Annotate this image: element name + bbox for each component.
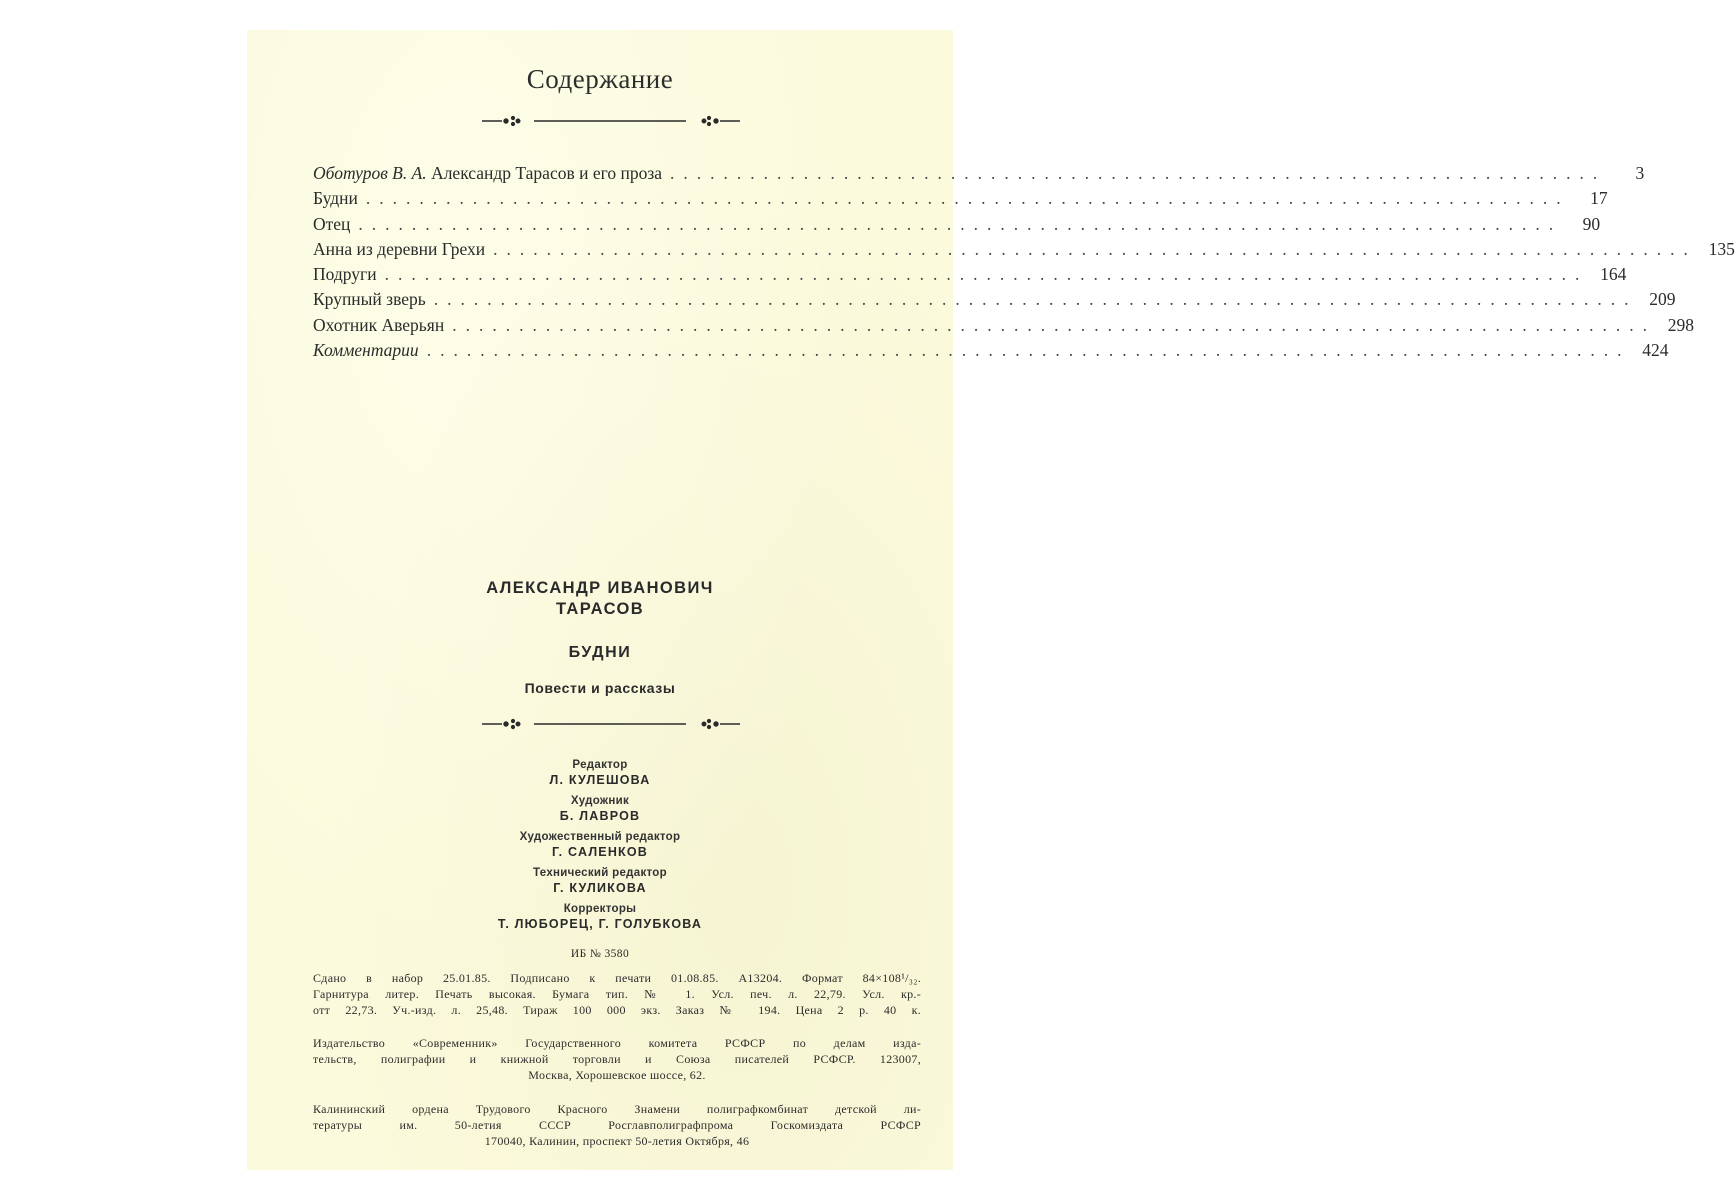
toc-leader-dots: .......................................................................................... (384, 264, 1589, 285)
credits-block (247, 758, 953, 938)
toc-entry-title: Анна из деревни Грехи (313, 238, 486, 259)
toc-entry (313, 262, 1627, 287)
toc-entry-page: 3 (1635, 163, 1645, 183)
book-page (247, 30, 1735, 1170)
credit-role: Редактор (572, 759, 628, 771)
imprint-print-details (313, 970, 921, 1018)
credit-entry (247, 758, 953, 787)
ib-number: ИБ № 3580 (570, 948, 630, 960)
toc-entry-title: Подруги (313, 264, 377, 285)
imprint-publisher (313, 1035, 921, 1083)
toc-leader-dots: .......................................................................................... (365, 188, 1570, 209)
imprint-line: тературы им. 50-летия СССР Росглавполиграфпрома Госкомиздата РСФСР (313, 1118, 921, 1132)
imprint-line: Москва, Хорошевское шоссе, 62. (528, 1068, 706, 1082)
toc-leader-dots: ...................................................................... (670, 163, 1607, 183)
imprint-line: Сдано в набор 25.01.85. Подписано к печати 01.08.85. А13204. Формат 84×108¹/₃₂. (313, 971, 921, 985)
book-author (247, 578, 953, 620)
toc-entry-title: Будни (313, 188, 358, 209)
imprint-line: отт 22,73. Уч.-изд. л. 25,48. Тираж 100 000 экз. Заказ № 194. Цена 2 р. 40 к. (313, 1003, 921, 1017)
imprint-line: Издательство «Современник» Государственного комитета РСФСР по делам изда- (313, 1036, 921, 1050)
imprint-printer (313, 1101, 921, 1149)
credit-entry (247, 794, 953, 823)
book-title: БУДНИ (568, 644, 632, 661)
imprint-line: 170040, Калинин, проспект 50-летия Октября, 46 (484, 1134, 750, 1148)
toc-entry-page: 17 (1590, 188, 1608, 209)
credit-entry (247, 866, 953, 895)
toc-leader-dots: .......................................................................................... (493, 238, 1697, 259)
toc-entry-title: Крупный зверь (313, 289, 426, 310)
credit-role: Художественный редактор (519, 831, 681, 843)
credit-person: Л. КУЛЕШОВА (549, 772, 651, 787)
toc-title: Содержание (526, 64, 674, 94)
credit-role: Художник (570, 795, 630, 807)
toc-entry-page: 135 (1708, 238, 1735, 259)
toc-entry-author: Оботуров В. А. (313, 163, 427, 183)
credit-person: Т. ЛЮБОРЕЦ, Г. ГОЛУБКОВА (497, 916, 703, 931)
credit-entry (247, 902, 953, 931)
toc-leader-dots: .......................................................................................... (358, 213, 1563, 234)
toc-entry (313, 161, 1645, 186)
toc-entry (313, 313, 1694, 338)
toc-list (313, 161, 1735, 363)
book-author-line1: АЛЕКСАНДР ИВАНОВИЧ (486, 579, 714, 597)
toc-entry-title: Отец (313, 213, 351, 234)
toc-leader-dots: .......................................................................................... (433, 289, 1638, 310)
toc-entry (313, 237, 1735, 262)
imprint-line: Гарнитура литер. Печать высокая. Бумага тип. № 1. Усл. печ. л. 22,79. Усл. кр.- (313, 987, 921, 1001)
toc-entry-page: 209 (1649, 289, 1676, 310)
credit-person: Г. САЛЕНКОВ (551, 844, 649, 859)
toc-leader-dots: .......................................................................................... (452, 314, 1656, 335)
toc-entry-page: 298 (1667, 314, 1694, 335)
book-author-line2: ТАРАСОВ (555, 600, 645, 618)
credit-role: Технический редактор (533, 867, 667, 879)
toc-entry (313, 212, 1601, 237)
imprint-line: Калининский ордена Трудового Красного Знамени полиграфкомбинат детской ли- (313, 1102, 921, 1116)
toc-leader-dots: .......................................................................................... (426, 340, 1631, 361)
credit-entry (247, 830, 953, 859)
credit-person: Б. ЛАВРОВ (559, 808, 641, 823)
toc-entry (313, 186, 1608, 211)
toc-entry-title: Александр Тарасов и его проза (431, 163, 663, 183)
ornament-divider-icon (480, 717, 742, 731)
toc-entry-title: Комментарии (313, 340, 419, 361)
toc-entry-title: Охотник Аверьян (313, 314, 445, 335)
imprint-line: тельств, полиграфии и книжной торговли и Союза писателей РСФСР. 123007, (313, 1052, 921, 1066)
toc-entry-page: 90 (1582, 213, 1601, 234)
credit-role: Корректоры (563, 903, 637, 915)
toc-entry-page: 424 (1642, 340, 1669, 361)
ornament-divider-icon (480, 114, 742, 128)
toc-entry-page: 164 (1600, 264, 1627, 285)
toc-entry (313, 287, 1676, 312)
credit-person: Г. КУЛИКОВА (553, 880, 647, 895)
toc-entry (313, 338, 1669, 363)
book-subtitle: Повести и рассказы (524, 680, 676, 696)
